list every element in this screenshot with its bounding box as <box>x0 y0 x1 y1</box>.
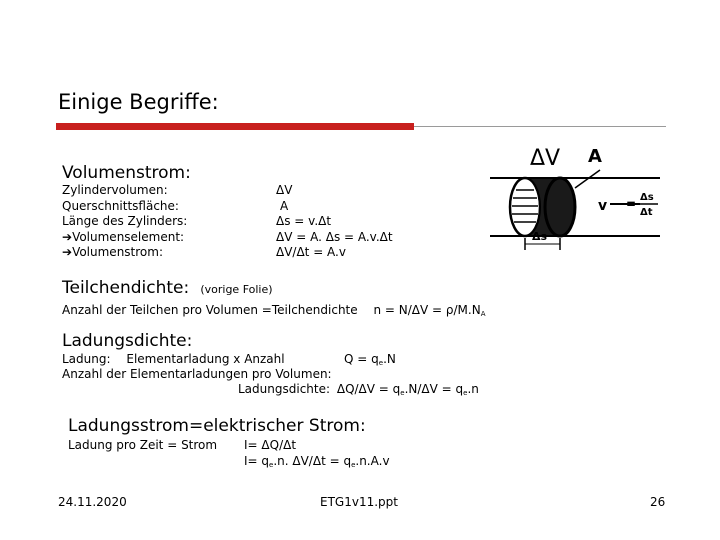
ladungsstrom-line1-text: Ladung pro Zeit = Strom <box>68 438 218 452</box>
heading-teilchendichte: Teilchendichte: <box>62 278 190 298</box>
heading-teilchendichte-row <box>62 278 273 298</box>
volumenstrom-values <box>276 183 393 261</box>
value-ds: Δs = v.Δt <box>276 214 332 228</box>
value-flow: ΔV/Δt = A.v <box>276 245 346 259</box>
note-vorige-folie: (vorige Folie) <box>200 283 273 296</box>
cylinder-figure <box>480 140 670 260</box>
teilchendichte-formula: $n = N/\Delta V = \rho/M.N_A$ <box>373 303 486 318</box>
figure-label-v: v <box>598 198 608 214</box>
label-laenge: Länge des Zylinders: <box>62 214 188 228</box>
slide-title: Einige Begriffe: <box>58 90 219 114</box>
figure-label-dv: ΔV <box>530 146 561 171</box>
label-volumenstrom: ➔Volumenstrom: <box>62 245 163 259</box>
footer-date: 24.11.2020 <box>58 495 127 509</box>
value-dv: ΔV <box>276 183 293 197</box>
label-querschnittsflaeche: Querschnittsfläche: <box>62 198 179 213</box>
heading-ladungsdichte: Ladungsdichte: <box>62 331 193 351</box>
label-zylindervolumen: Zylindervolumen: <box>62 183 168 197</box>
ladungsdichte-line3: Ladungsdichte: $\Delta Q/\Delta V = q_e.N/\Delta V = q_e.n$ <box>238 382 479 397</box>
ladungsdichte-formula1: $Q = q_e.N$ <box>344 352 396 367</box>
figure-label-a: A <box>588 146 602 167</box>
figure-label-ds-num: Δs <box>640 192 654 203</box>
figure-label-eq: = <box>626 197 637 211</box>
ladungsdichte-line2: Anzahl der Elementarladungen pro Volumen: <box>62 367 332 381</box>
value-dv-element: ΔV = A. Δs = A.v.Δt <box>276 229 393 244</box>
heading-volumenstrom: Volumenstrom: <box>62 163 191 183</box>
value-a: A <box>280 198 289 213</box>
footer-file: ETG1v11.ppt <box>320 495 398 509</box>
arrow-icon: ➔ <box>62 245 73 259</box>
title-accent-bar <box>56 123 414 130</box>
figure-label-dt-den: Δt <box>640 207 653 218</box>
ladungsdichte-line1: Ladung: Elementarladung x Anzahl <box>62 352 285 366</box>
label-volumenselement: ➔Volumenselement: <box>62 229 185 244</box>
ladungsstrom-formulas: I= ΔQ/Δt $I= q_e.n$. $\Delta V/\Delta t = q_e.n.A.v$ <box>244 438 390 469</box>
figure-label-ds: Δs <box>532 230 548 243</box>
footer-page-number: 26 <box>650 495 666 509</box>
volumenstrom-labels <box>62 183 187 261</box>
heading-ladungsstrom: Ladungsstrom=elektrischer Strom: <box>68 416 366 436</box>
teilchendichte-line: Anzahl der Teilchen pro Volumen =Teilchendichte $n = N/\Delta V = \rho/M.N_A$ <box>62 303 486 318</box>
arrow-icon: ➔ <box>62 229 73 244</box>
